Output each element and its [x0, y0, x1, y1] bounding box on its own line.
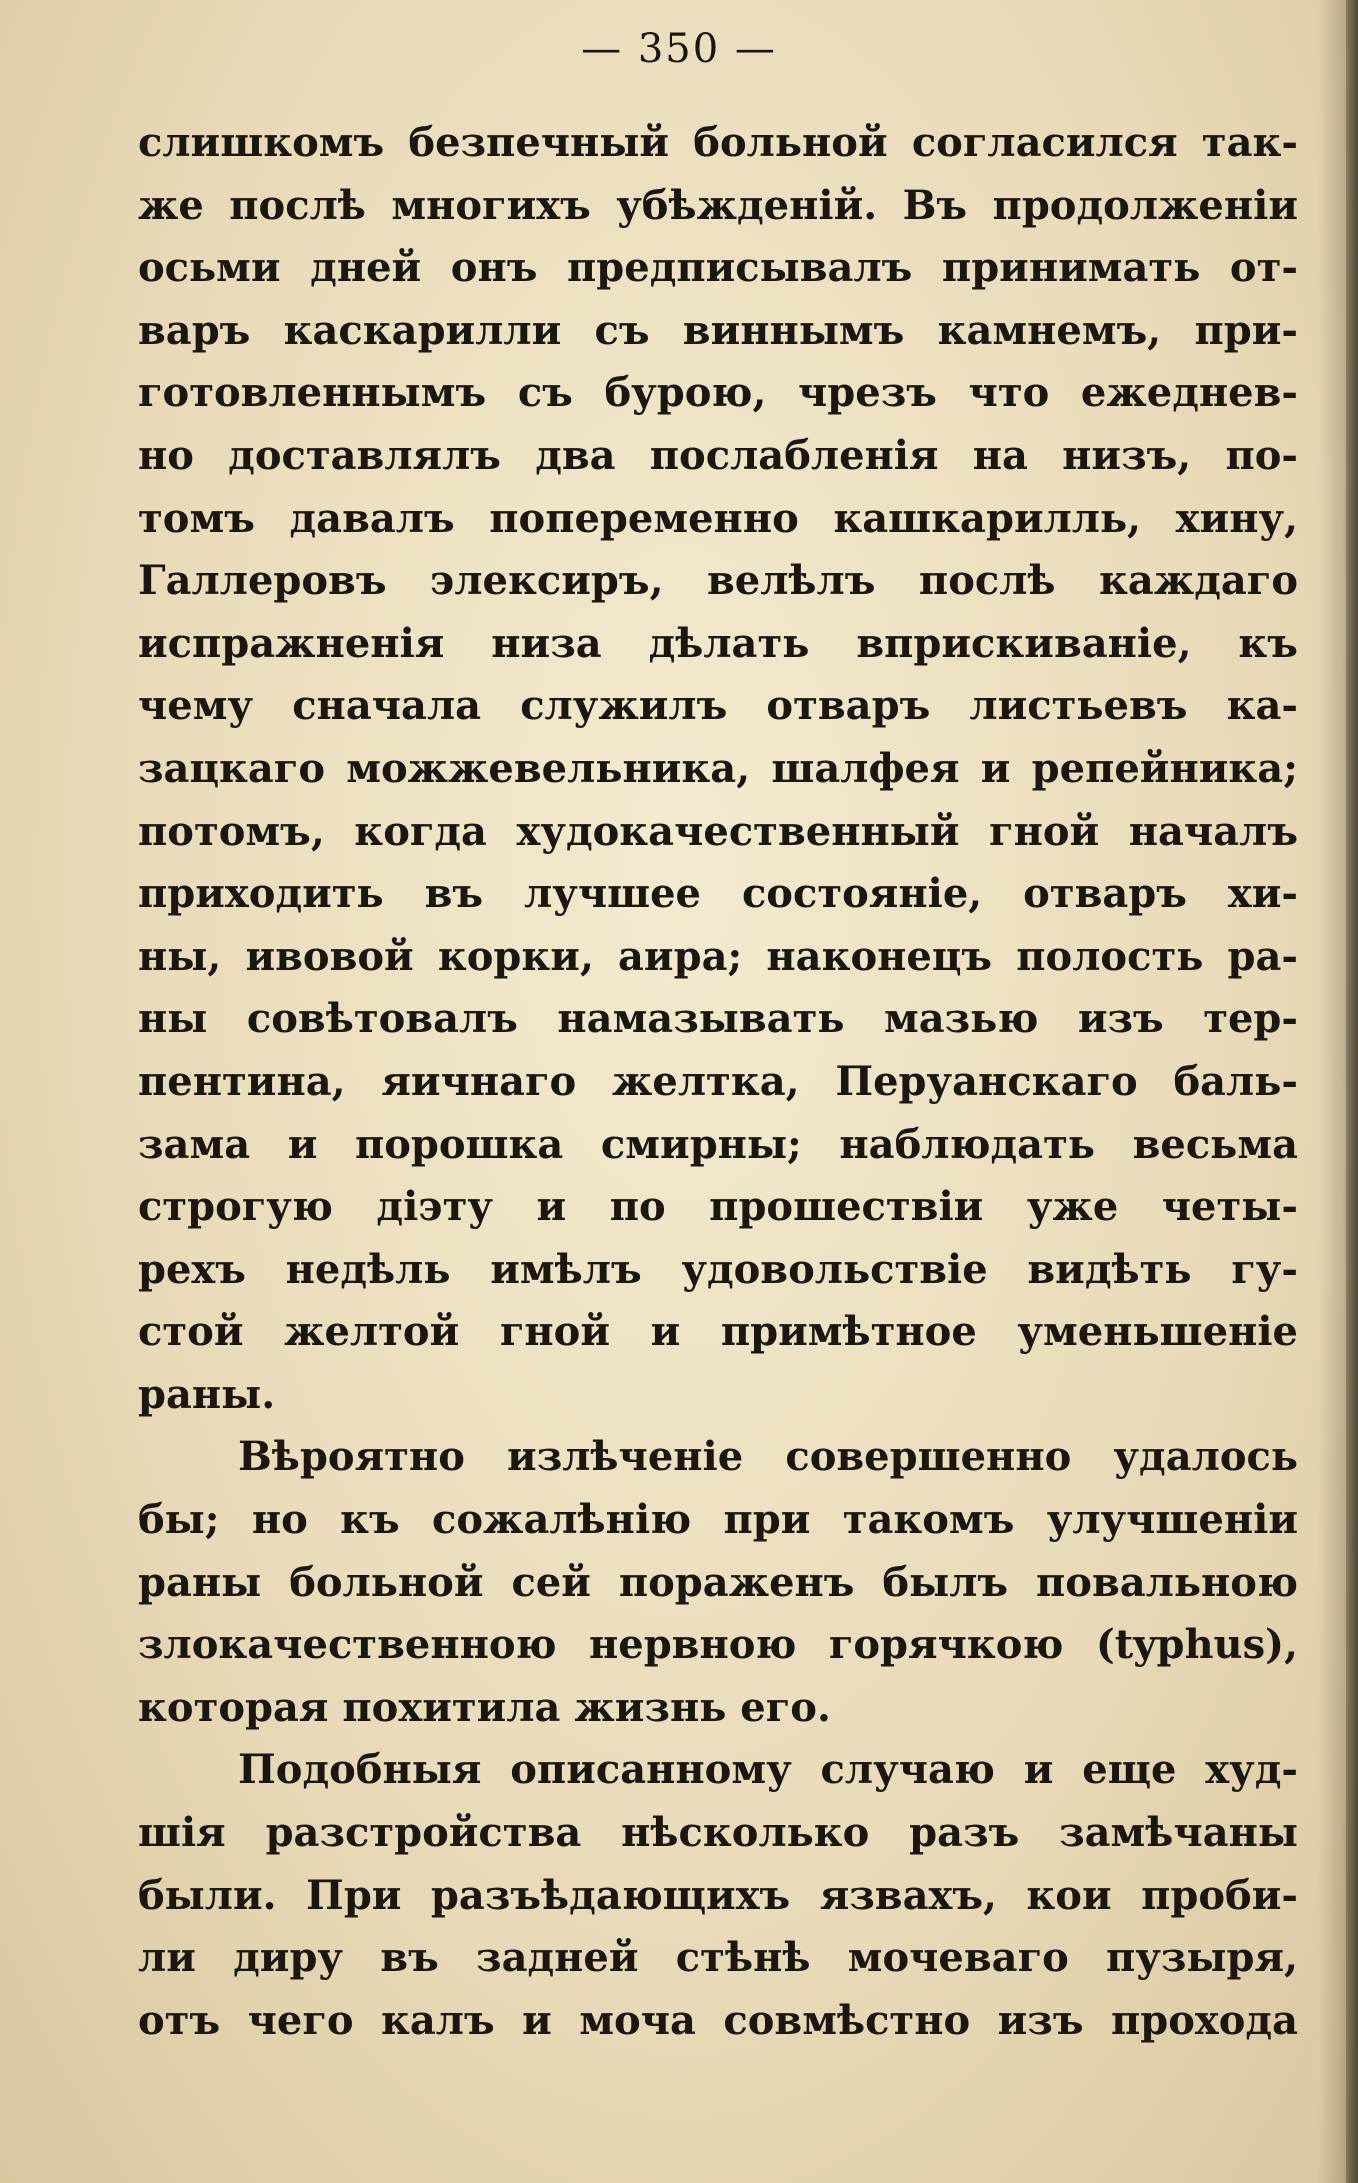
text-line: зацкаго можжевельника, шалфея и репейника;	[138, 744, 1298, 792]
body-text	[138, 112, 1298, 2052]
text-line: пентина, яичнаго желтка, Перуанскаго баль-	[138, 1057, 1298, 1105]
text-line: которая похитила жизнь его.	[138, 1683, 831, 1731]
text-line: приходить въ лучшее состояніе, отваръ хи-	[138, 870, 1298, 918]
text-line: потомъ, когда худокачественный гной началъ	[138, 807, 1298, 855]
text-line: слишкомъ безпечный больной согласился так-	[138, 119, 1298, 166]
text-line: зама и порошка смирны; наблюдать весьма	[138, 1120, 1298, 1168]
text-line: бы; но къ сожалѣнію при такомъ улучшеніи	[138, 1496, 1298, 1544]
text-line: Вѣроятно излѣченіе совершенно удалось	[238, 1433, 1298, 1481]
text-line: готовленнымъ съ бурою, чрезъ что ежеднев-	[138, 369, 1298, 417]
book-spine-edge	[1346, 0, 1358, 2183]
text-line: рехъ недѣль имѣлъ удовольствіе видѣть гу-	[138, 1245, 1298, 1293]
text-line: стой желтой гной и примѣтное уменьшеніе	[138, 1308, 1298, 1356]
text-line: были. При разъѣдающихъ язвахъ, кои проби-	[138, 1871, 1298, 1919]
text-line: варъ каскарилли съ виннымъ камнемъ, при-	[138, 306, 1298, 354]
text-line: отъ чего калъ и моча совмѣстно изъ прохода	[138, 1996, 1298, 2044]
text-line: Галлеровъ элексиръ, велѣлъ послѣ каждаго	[138, 557, 1298, 605]
text-line: раны.	[138, 1370, 276, 1418]
text-line: же послѣ многихъ убѣжденій. Въ продолженіи	[138, 181, 1298, 229]
text-line: строгую діэту и по прошествіи уже четы-	[138, 1183, 1298, 1231]
text-line: шія разстройства нѣсколько разъ замѣчаны	[138, 1809, 1298, 1857]
text-line: Подобныя описанному случаю и еще худ-	[238, 1746, 1298, 1794]
text-line: злокачественною нервною горячкою (typhus),	[138, 1621, 1298, 1669]
text-line: ны совѣтовалъ намазывать мазью изъ тер-	[138, 995, 1298, 1043]
text-line: раны больной сей пораженъ былъ повальною	[138, 1558, 1298, 1606]
text-line: но доставлялъ два послабленія на низъ, по-	[138, 431, 1298, 479]
text-line: осьми дней онъ предписывалъ принимать от-	[138, 244, 1298, 292]
text-line: чему сначала служилъ отваръ листьевъ ка-	[138, 682, 1298, 730]
text-line: ли диру въ задней стѣнѣ мочеваго пузыря,	[138, 1934, 1298, 1982]
text-line: ны, ивовой корки, аира; наконецъ полость ра-	[138, 932, 1298, 980]
page-number: — 350 —	[581, 26, 777, 72]
text-line: томъ давалъ попеременно кашкарилль, хину,	[138, 494, 1298, 542]
text-line: испражненія низа дѣлать вприскиваніе, къ	[138, 619, 1298, 667]
